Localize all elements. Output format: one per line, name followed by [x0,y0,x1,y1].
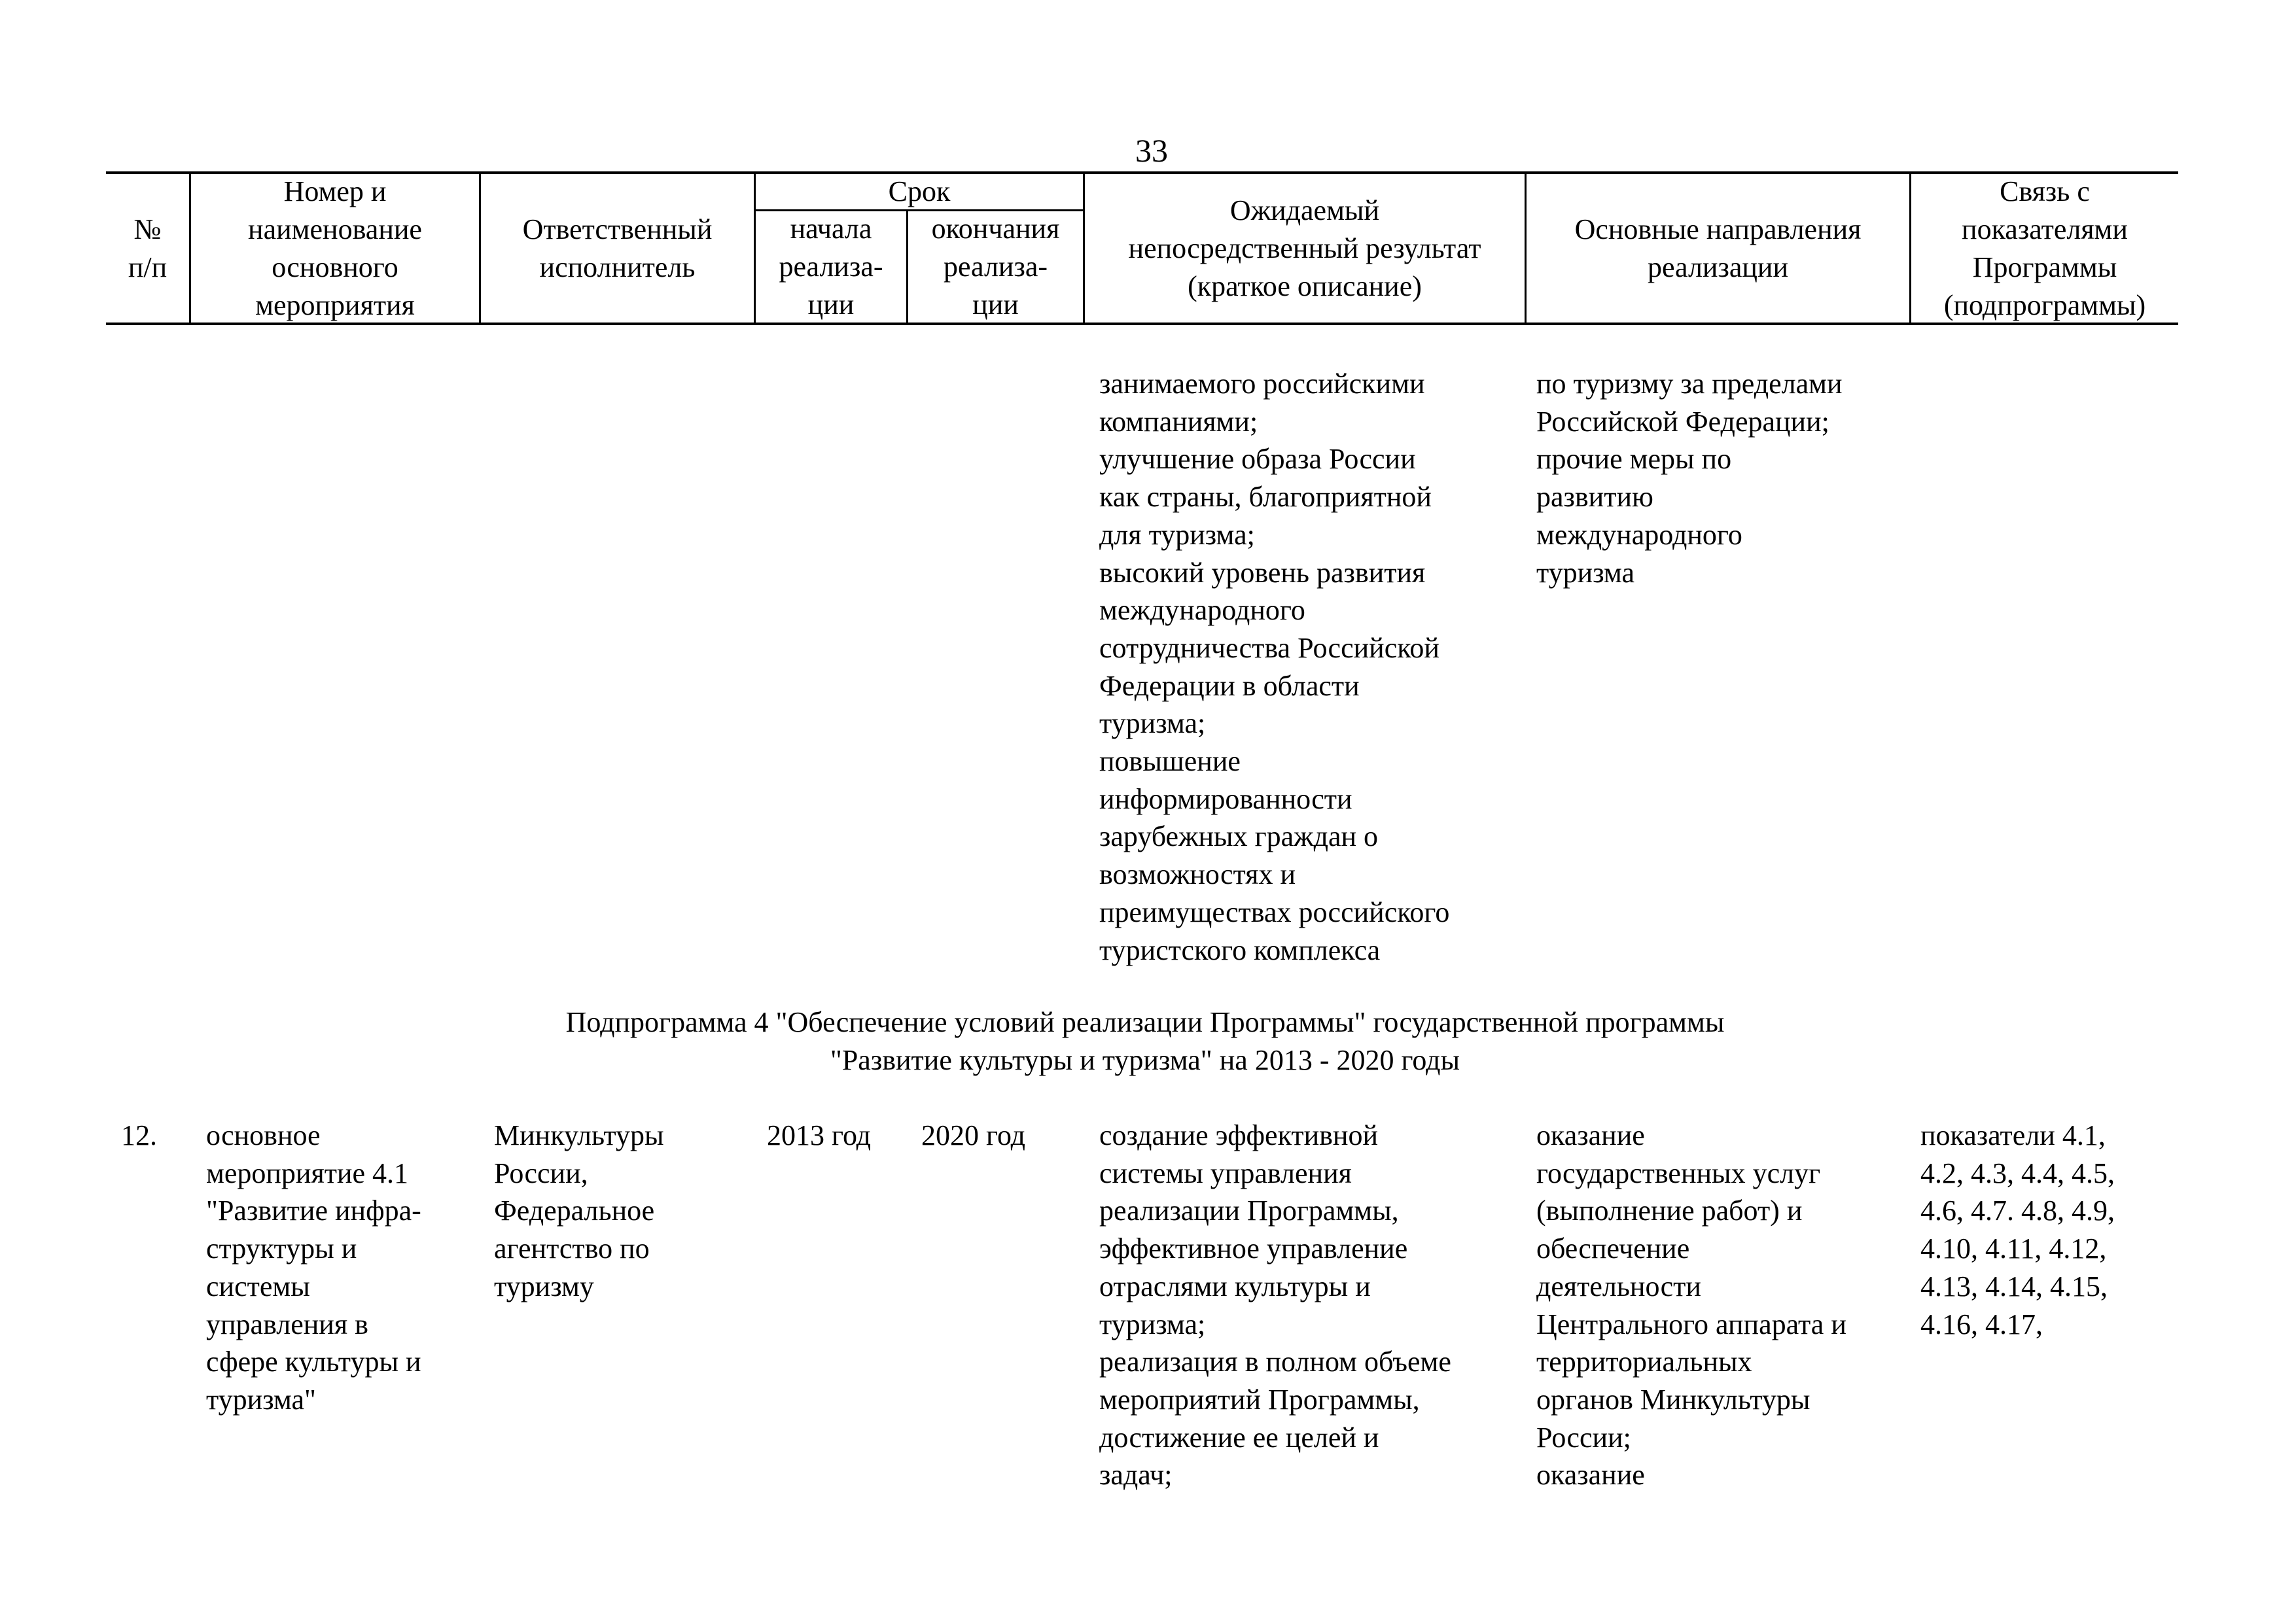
row12-link: показатели 4.1, 4.2, 4.3, 4.4, 4.5, 4.6, 4.7. 4.8, 4.9, 4.10, 4.11, 4.12, 4.13, 4.14, 4.15, 4.16, 4.17, [1920,1119,2115,1340]
row12-end: 2020 год [921,1119,1026,1151]
header-term: Срок [888,175,951,207]
continuation-directions: по туризму за пределами Российской Федерации; прочие меры по развитию международного туризма [1536,368,1843,589]
header-executor: Ответственный исполнитель [522,213,713,283]
header-end: окончания реализа- ции [931,213,1060,321]
header-name: Номер и наименование основного мероприятия [248,175,422,321]
row12-executor: Минкультуры России, Федеральное агентство по туризму [494,1119,664,1302]
continuation-result: занимаемого российскими компаниями; улучшение образа России как страны, благоприятной для туризма; высокий уровень развития международного сотрудничества Российской Федерации в области туризма; повышение информированности зарубежных граждан о возможностях и преимуществах российского туристского комплекса [1099,368,1450,966]
row12-name: основное мероприятие 4.1 "Развитие инфра- структуры и системы управления в сфере культуры и туризма" [206,1119,421,1416]
row12-directions: оказание государственных услуг (выполнение работ) и обеспечение деятельности Центрального аппарата и территориальных органов Минкультуры России; оказание [1536,1119,1846,1492]
header-result: Ожидаемый непосредственный результат (краткое описание) [1128,194,1481,302]
header-link: Связь с показателями Программы (подпрограммы) [1943,175,2146,321]
row12-num: 12. [121,1119,157,1151]
header-num: № п/п [128,213,168,283]
header-start: начала реализа- ции [779,213,883,321]
page-number: 33 [1135,132,1168,169]
row12-start: 2013 год [767,1119,872,1151]
row12-result: создание эффективной системы управления реализации Программы, эффективное управление отраслями культуры и туризма; реализация в полном объеме мероприятий Программы, достижение ее целей и задач; [1099,1119,1451,1492]
header-directions: Основные направления реализации [1574,213,1862,283]
subprogram-title: Подпрограмма 4 "Обеспечение условий реализации Программы" государственной программы "Развитие культуры и туризма" на 2013 - 2020 годы [565,1006,1725,1076]
